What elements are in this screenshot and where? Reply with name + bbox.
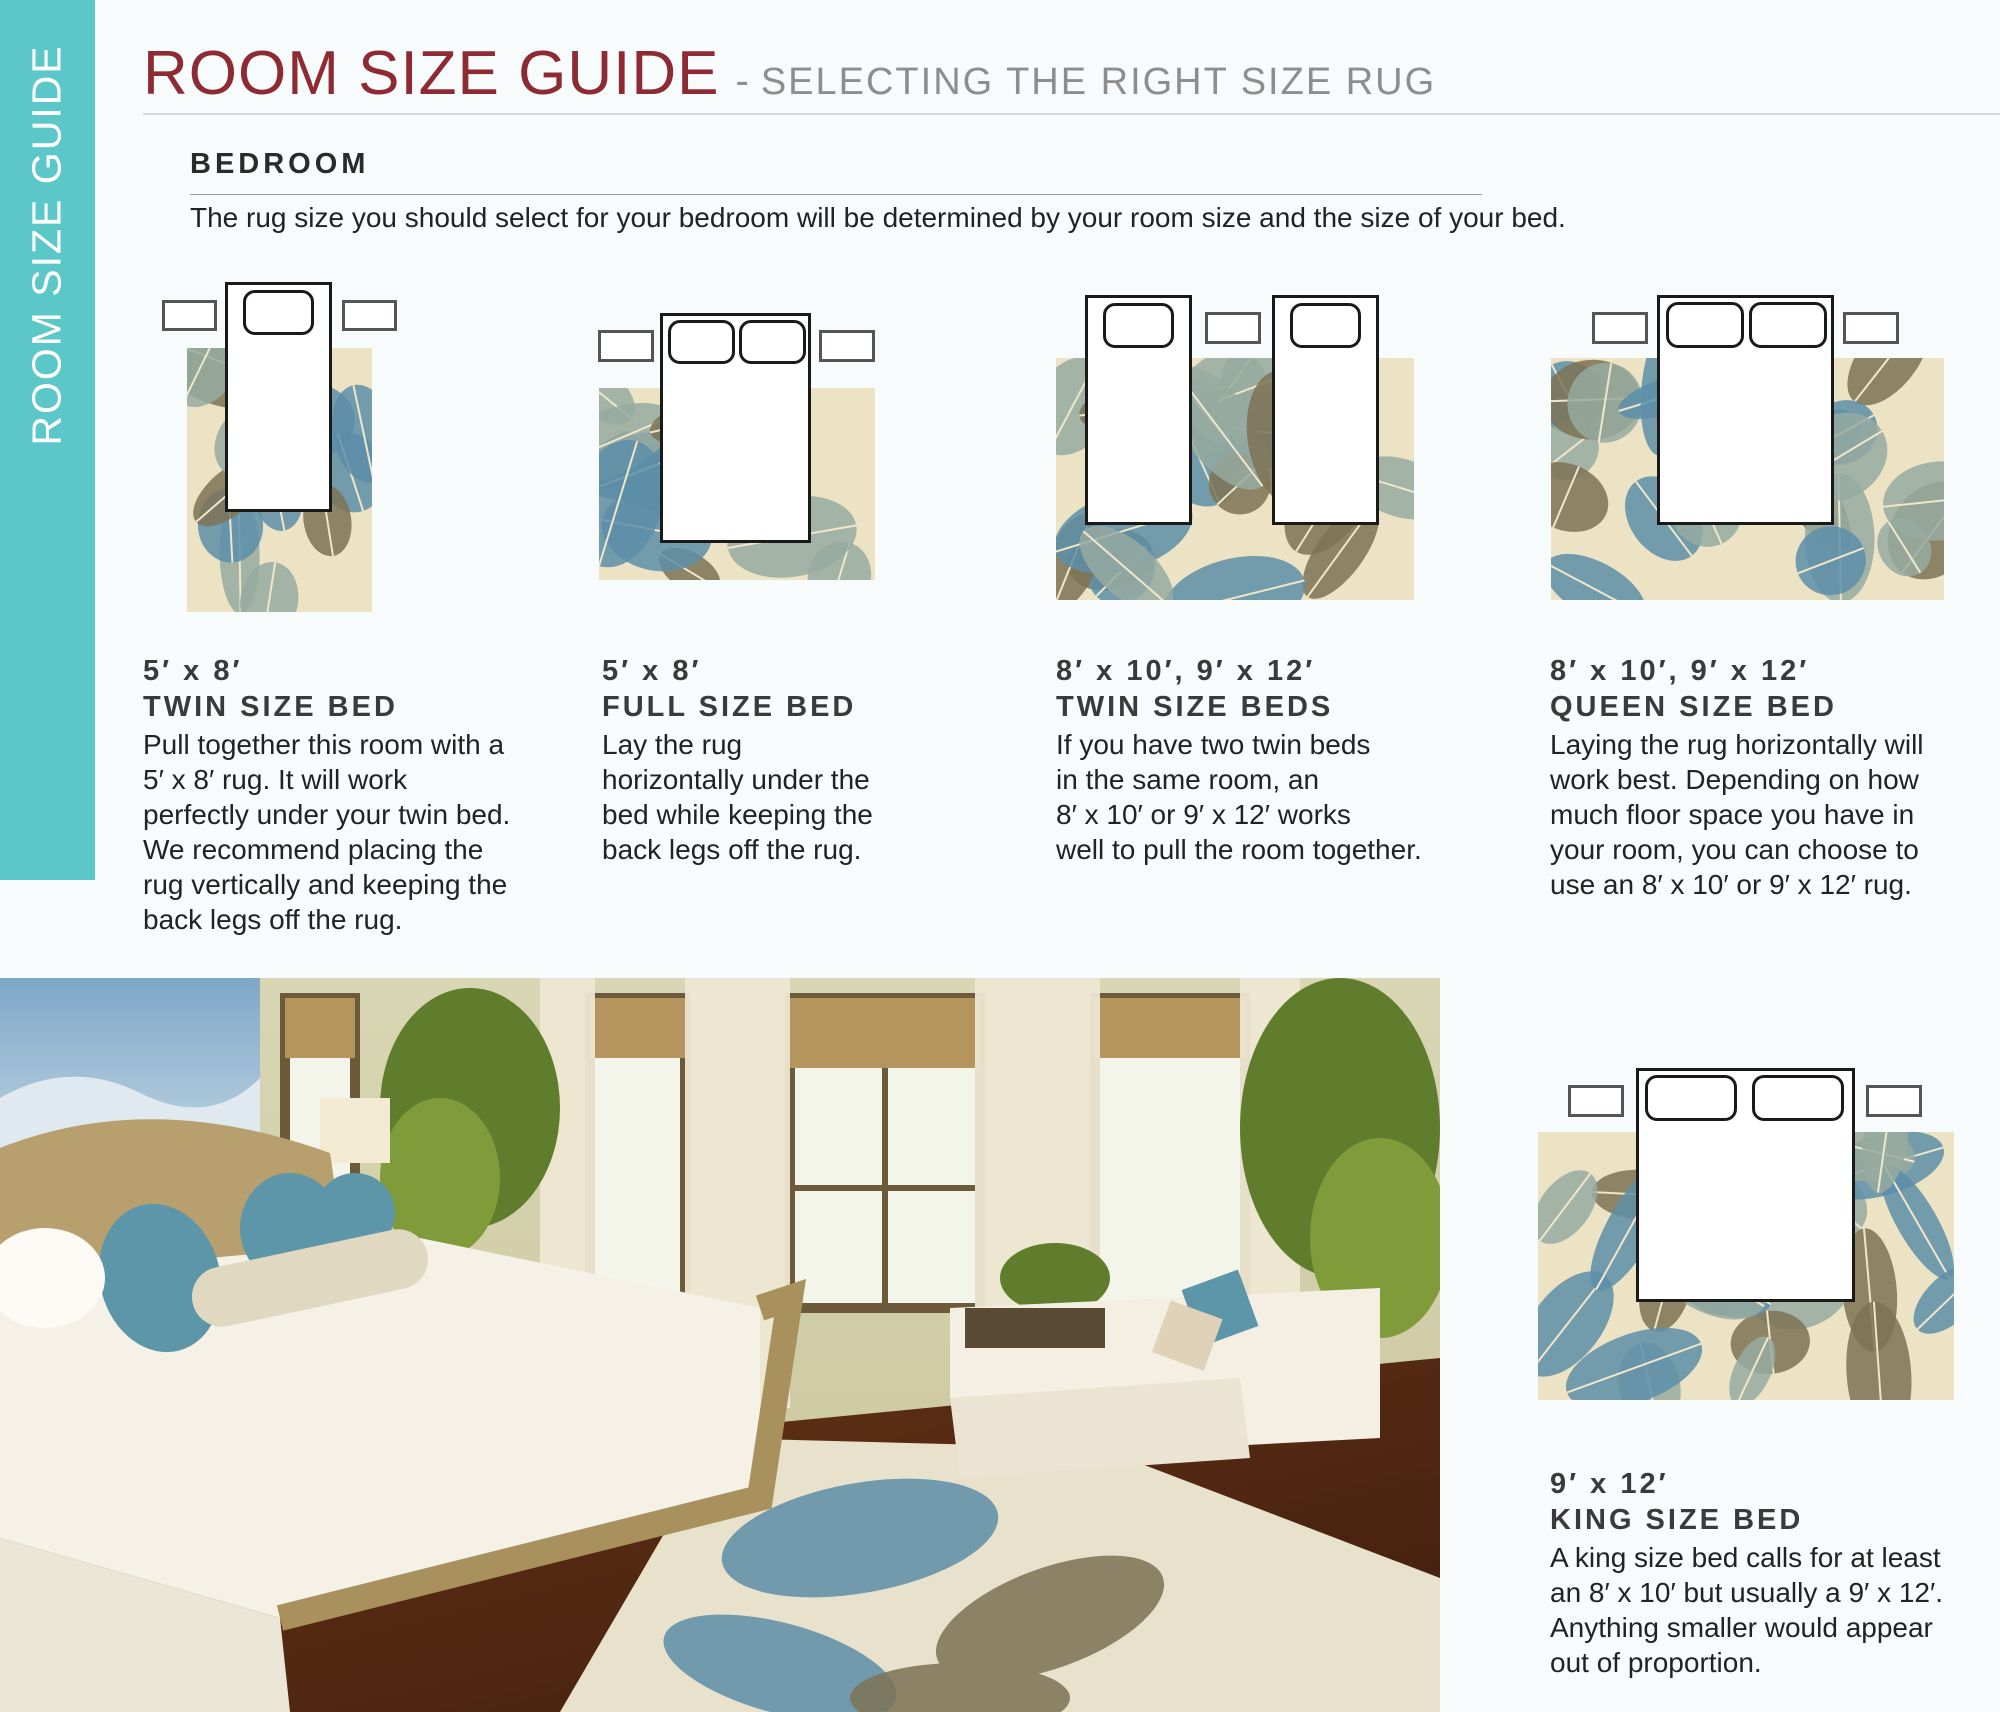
caption-line: in the same room, an <box>1056 764 1320 795</box>
caption-line: an 8′ x 10′ but usually a 9′ x 12′. <box>1550 1577 1944 1608</box>
caption-line: your room, you can choose to <box>1550 834 1919 865</box>
nightstand <box>162 300 217 331</box>
pillow <box>739 320 806 364</box>
caption-line: Pull together this room with a <box>143 729 505 760</box>
diagram-twin-bed <box>150 280 410 620</box>
caption-line: use an 8′ x 10′ or 9′ x 12′ rug. <box>1550 869 1912 900</box>
bed-type: FULL SIZE BED <box>602 691 857 723</box>
caption-line: 8′ x 10′ or 9′ x 12′ works <box>1056 799 1351 830</box>
section-description: The rug size you should select for your bedroom will be determined by your room size and the size of your bed. <box>190 202 1566 233</box>
nightstand <box>598 330 654 362</box>
caption-text <box>602 727 982 867</box>
caption-queen-bed <box>1550 653 1980 902</box>
page-subtitle: SELECTING THE RIGHT SIZE RUG <box>760 61 1437 103</box>
caption-line: horizontally under the <box>602 764 870 795</box>
caption-text <box>1056 727 1476 867</box>
caption-text <box>143 727 543 937</box>
caption-twin-bed <box>143 653 543 937</box>
king-bed-outline <box>1636 1068 1855 1302</box>
section-divider <box>190 194 1482 195</box>
pillow <box>1749 302 1827 348</box>
pillow <box>1752 1075 1844 1121</box>
leaf-shape <box>1154 542 1314 600</box>
diagram-king-bed <box>1530 1060 1970 1410</box>
caption-line: perfectly under your twin bed. <box>143 799 511 830</box>
caption-line: 5′ x 8′ rug. It will work <box>143 764 408 795</box>
pillow <box>668 320 735 364</box>
rug-size: 8′ x 10′, 9′ x 12′ <box>1550 655 1810 687</box>
title-separator: - <box>735 59 749 103</box>
nightstand <box>1205 312 1261 344</box>
pillow <box>1103 303 1174 348</box>
pillow <box>243 290 314 335</box>
caption-line: A king size bed calls for at least <box>1550 1542 1941 1573</box>
pillow <box>1666 302 1744 348</box>
nightstand <box>1866 1085 1922 1117</box>
caption-line: back legs off the rug. <box>602 834 862 865</box>
twin-bed-outline <box>1272 295 1379 525</box>
caption-line: Lay the rug <box>602 729 743 760</box>
diagram-twin-beds <box>1050 290 1420 610</box>
diagram-full-bed <box>595 310 885 590</box>
caption-line: Laying the rug horizontally will <box>1550 729 1924 760</box>
twin-bed-outline <box>225 282 332 512</box>
pillow <box>1645 1075 1737 1121</box>
bed-type: TWIN SIZE BEDS <box>1056 691 1334 723</box>
caption-twin-beds <box>1056 653 1476 867</box>
caption-line: work best. Depending on how <box>1550 764 1919 795</box>
page-header <box>143 38 1436 109</box>
caption-line: bed while keeping the <box>602 799 873 830</box>
rug-size: 5′ x 8′ <box>602 655 702 687</box>
caption-text <box>1550 1540 1990 1680</box>
caption-line: back legs off the rug. <box>143 904 403 935</box>
bedroom-photo <box>0 978 1440 1712</box>
caption-line: We recommend placing the <box>143 834 484 865</box>
section-heading: BEDROOM <box>190 148 370 180</box>
rug-size: 5′ x 8′ <box>143 655 243 687</box>
caption-line: Anything smaller would appear <box>1550 1612 1933 1643</box>
leaf-shape <box>1551 539 1656 600</box>
side-tab <box>0 0 95 880</box>
queen-bed-outline <box>1657 295 1834 525</box>
nightstand <box>1568 1085 1624 1117</box>
full-bed-outline <box>660 313 811 543</box>
header-divider <box>143 113 2000 115</box>
caption-king-bed <box>1550 1466 1990 1680</box>
caption-line: out of proportion. <box>1550 1647 1762 1678</box>
twin-bed-outline <box>1085 295 1192 525</box>
caption-line: much floor space you have in <box>1550 799 1915 830</box>
nightstand <box>819 330 875 362</box>
nightstand <box>1843 312 1899 344</box>
bed-type: QUEEN SIZE BED <box>1550 691 1837 723</box>
caption-text <box>1550 727 1980 902</box>
rug-size: 9′ x 12′ <box>1550 1468 1669 1500</box>
bed-type: KING SIZE BED <box>1550 1504 1804 1536</box>
caption-line: rug vertically and keeping the <box>143 869 508 900</box>
caption-line: If you have two twin beds <box>1056 729 1371 760</box>
rug-size: 8′ x 10′, 9′ x 12′ <box>1056 655 1316 687</box>
nightstand <box>1592 312 1648 344</box>
bed-type: TWIN SIZE BED <box>143 691 398 723</box>
nightstand <box>342 300 397 331</box>
diagram-queen-bed <box>1545 290 1950 610</box>
caption-line: well to pull the room together. <box>1056 834 1422 865</box>
page-title: ROOM SIZE GUIDE <box>143 39 720 108</box>
caption-full-bed <box>602 653 982 867</box>
side-tab-label: ROOM SIZE GUIDE <box>23 44 70 446</box>
pillow <box>1290 303 1361 348</box>
